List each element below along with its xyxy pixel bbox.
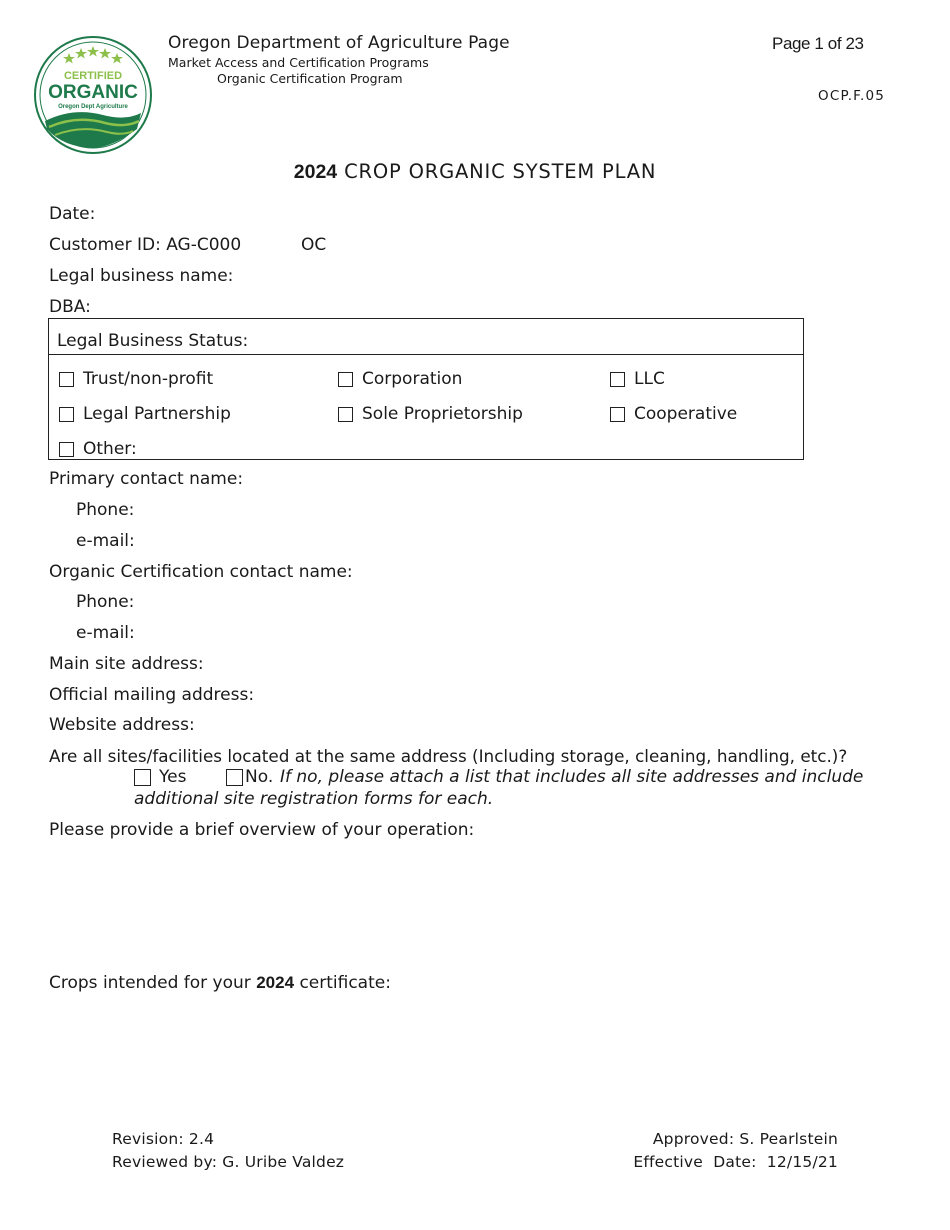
option-label: Trust/non-profit <box>83 369 214 389</box>
primary-email-label: e-mail: <box>76 531 135 551</box>
option-sole-proprietorship[interactable] <box>338 404 523 424</box>
footer-reviewed-by: Reviewed by: G. Uribe Valdez <box>112 1153 345 1171</box>
same-address-note-line2: additional site registration forms for each. <box>134 789 494 809</box>
title-year: 2024 <box>293 161 338 183</box>
checkbox-icon[interactable] <box>610 372 625 387</box>
primary-phone-label: Phone: <box>76 500 135 520</box>
logo-certified-text: CERTIFIED <box>63 70 123 82</box>
title-text: CROP ORGANIC SYSTEM PLAN <box>344 160 657 183</box>
customer-id-label: Customer ID: AG-C000 <box>49 235 242 255</box>
overview-label: Please provide a brief overview of your operation: <box>49 820 475 840</box>
page-title <box>0 160 950 184</box>
primary-contact-label: Primary contact name: <box>49 469 244 489</box>
option-legal-partnership[interactable] <box>59 404 231 424</box>
legal-status-header <box>49 319 803 355</box>
crops-suffix: certificate: <box>299 973 391 993</box>
option-other[interactable] <box>59 439 137 459</box>
option-label: LLC <box>634 369 665 389</box>
legal-status-box <box>48 318 804 460</box>
department-name: Oregon Department of Agriculture Page <box>168 33 510 53</box>
certified-organic-logo <box>33 35 153 155</box>
checkbox-icon[interactable] <box>59 372 74 387</box>
option-label: Cooperative <box>634 404 738 424</box>
checkbox-icon[interactable] <box>59 407 74 422</box>
form-code: OCP.F.05 <box>818 88 886 104</box>
checkbox-icon[interactable] <box>338 407 353 422</box>
customer-id-suffix: OC <box>301 235 327 255</box>
logo-oda-text: Oregon Dept Agriculture <box>58 104 128 110</box>
legal-business-name-label: Legal business name: <box>49 266 234 286</box>
mailing-address-label: Official mailing address: <box>49 685 255 705</box>
footer-effective-date: Effective Date: 12/15/21 <box>633 1153 838 1171</box>
organic-seal-icon <box>33 35 153 155</box>
website-address-label: Website address: <box>49 715 195 735</box>
logo-organic-text: ORGANIC <box>48 82 138 103</box>
checkbox-icon[interactable] <box>226 769 243 786</box>
option-label: Other: <box>83 439 137 459</box>
option-corporation[interactable] <box>338 369 462 389</box>
yes-label: Yes <box>159 767 187 787</box>
option-label: Corporation <box>362 369 463 389</box>
dba-label: DBA: <box>49 297 91 317</box>
option-label: Legal Partnership <box>83 404 231 424</box>
same-address-note-line1: If no, please attach a list that includes all site addresses and include <box>280 767 864 787</box>
program-line-1: Market Access and Certification Programs <box>168 55 429 70</box>
legal-status-heading: Legal Business Status: <box>57 331 249 351</box>
checkbox-icon[interactable] <box>610 407 625 422</box>
footer-revision: Revision: 2.4 <box>112 1130 215 1148</box>
same-address-question: Are all sites/facilities located at the same address (Including storage, cleaning, handling, etc.)? <box>49 746 848 766</box>
organic-contact-label: Organic Certification contact name: <box>49 562 353 582</box>
date-field-label: Date: <box>49 204 96 224</box>
option-trust-nonprofit[interactable] <box>59 369 213 389</box>
option-llc[interactable] <box>610 369 665 389</box>
crops-label <box>49 973 391 993</box>
option-cooperative[interactable] <box>610 404 737 424</box>
organic-phone-label: Phone: <box>76 592 135 612</box>
same-address-yes[interactable] <box>134 767 186 787</box>
crops-year: 2024 <box>256 973 295 992</box>
main-site-address-label: Main site address: <box>49 654 204 674</box>
same-address-no[interactable] <box>226 767 273 787</box>
checkbox-icon[interactable] <box>59 442 74 457</box>
checkbox-icon[interactable] <box>338 372 353 387</box>
option-label: Sole Proprietorship <box>362 404 523 424</box>
organic-email-label: e-mail: <box>76 623 135 643</box>
page-indicator: Page 1 of 23 <box>772 34 864 53</box>
footer-approved: Approved: S. Pearlstein <box>652 1130 838 1148</box>
checkbox-icon[interactable] <box>134 769 151 786</box>
crops-prefix: Crops intended for your <box>49 973 251 993</box>
no-label: No. <box>245 767 274 787</box>
program-line-2: Organic Certification Program <box>217 71 403 86</box>
